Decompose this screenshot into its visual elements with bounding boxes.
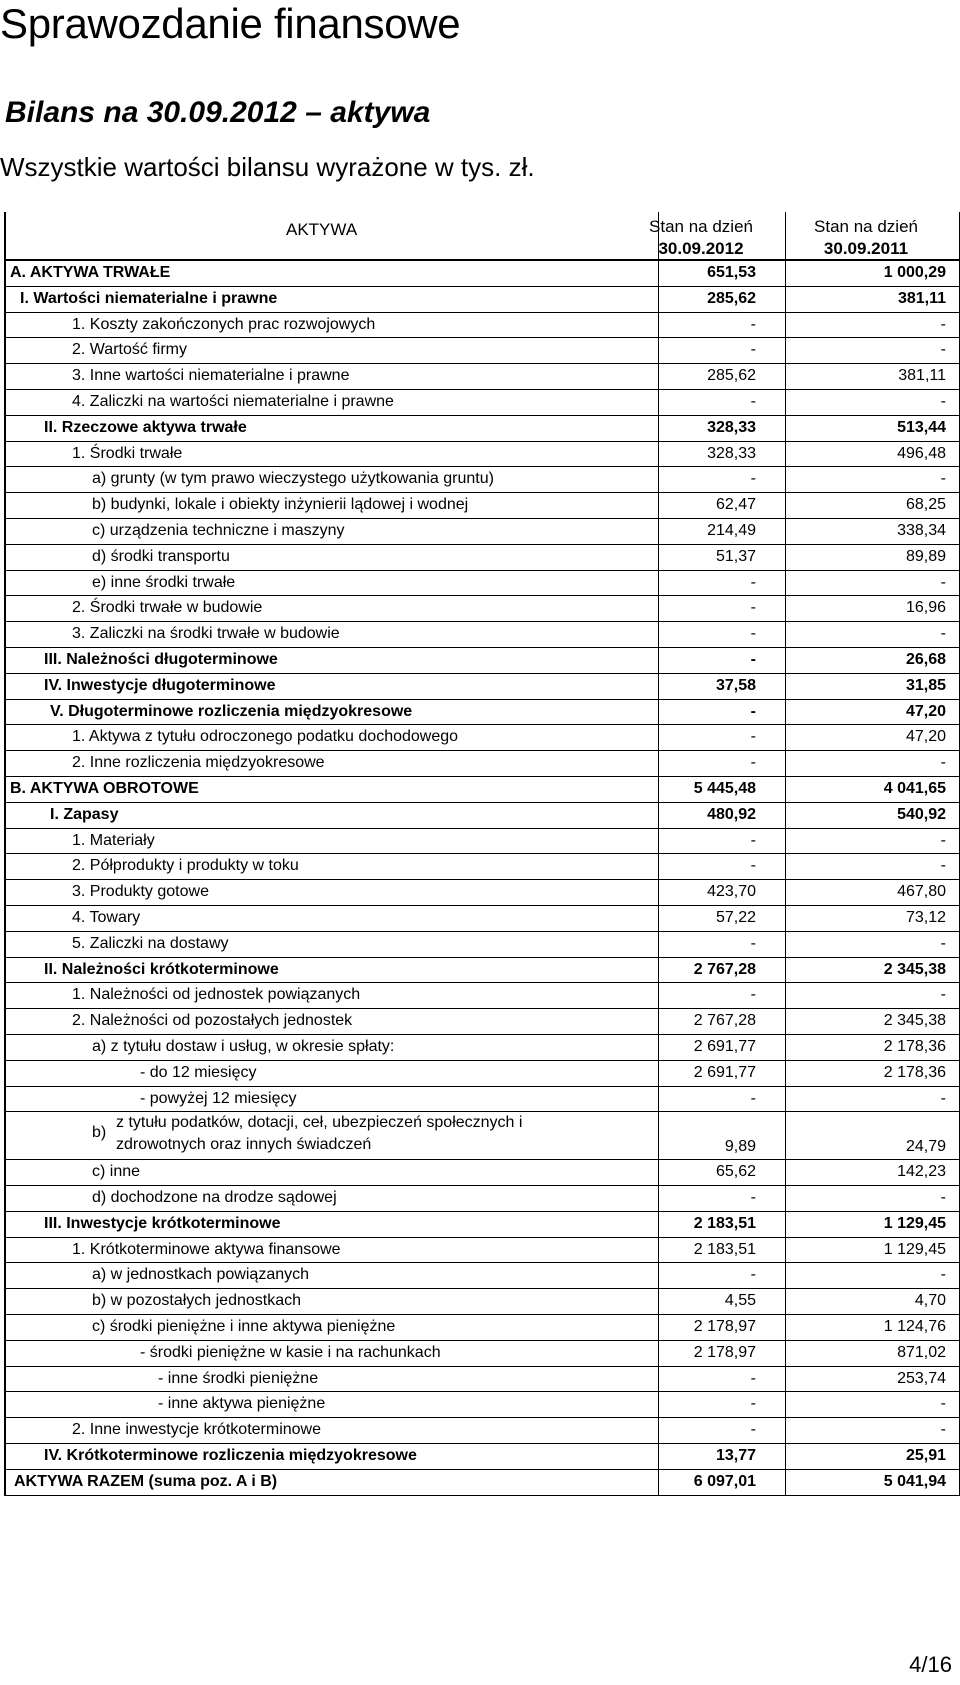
value-2011: - <box>940 470 946 488</box>
table-row <box>6 622 959 648</box>
table-row <box>6 725 959 751</box>
row-label: 2. Inne inwestycje krótkoterminowe <box>72 1421 321 1439</box>
table-row <box>6 1367 959 1393</box>
table-row <box>6 287 959 313</box>
table-row <box>6 1418 959 1444</box>
row-label: - inne środki pieniężne <box>158 1369 319 1387</box>
row-label: c) środki pieniężne i inne aktywa pieniężne <box>92 1318 396 1336</box>
table-row <box>6 416 959 442</box>
row-label: - do 12 miesięcy <box>140 1063 257 1081</box>
table-row <box>6 700 959 726</box>
table-row <box>6 958 959 984</box>
row-label: b) budynki, lokale i obiekty inżynierii lądowej i wodnej <box>92 496 469 514</box>
value-2012: 328,33 <box>707 418 756 436</box>
value-2012: 423,70 <box>707 883 756 901</box>
value-2012: - <box>750 1369 756 1387</box>
value-2012: - <box>750 1189 756 1207</box>
row-label: b) w pozostałych jednostkach <box>92 1292 301 1310</box>
value-2012: 6 097,01 <box>693 1472 756 1490</box>
value-2011: - <box>940 392 946 410</box>
value-2011: 24,79 <box>905 1138 946 1156</box>
row-label: V. Długoterminowe rozliczenia międzyokresowe <box>50 702 413 720</box>
row-label: d) dochodzone na drodze sądowej <box>92 1189 337 1207</box>
value-2011: 16,96 <box>905 599 946 617</box>
value-2012: 651,53 <box>707 264 756 281</box>
value-2012: 285,62 <box>707 289 756 307</box>
value-2011: - <box>940 315 946 333</box>
value-2011: 25,91 <box>905 1447 946 1465</box>
table-row <box>6 906 959 932</box>
table-row <box>6 1087 959 1113</box>
value-2012: 37,58 <box>715 676 756 694</box>
value-2011: 26,68 <box>905 650 946 668</box>
value-2012: 2 767,28 <box>693 1012 756 1030</box>
row-label: 1. Materiały <box>72 831 155 849</box>
value-2011: 496,48 <box>897 444 946 462</box>
value-2012: - <box>750 1266 756 1284</box>
value-2012: 2 691,77 <box>693 1037 756 1055</box>
table-row <box>6 519 959 545</box>
table-row <box>6 983 959 1009</box>
table-row <box>6 1444 959 1470</box>
row-label: 1. Aktywa z tytułu odroczonego podatku dochodowego <box>72 728 459 746</box>
value-2011: - <box>940 986 946 1004</box>
value-2011: 1 000,29 <box>883 264 946 281</box>
value-2012: 9,89 <box>724 1138 756 1156</box>
table-row <box>6 854 959 880</box>
header-col-2011: Stan na dzień 30.09.2011 <box>814 217 918 258</box>
row-label: IV. Inwestycje długoterminowe <box>44 676 276 694</box>
table-header <box>6 212 959 261</box>
value-2011: 381,11 <box>898 367 946 385</box>
value-2012: - <box>750 986 756 1004</box>
value-2012: - <box>750 728 756 746</box>
table-row <box>6 596 959 622</box>
value-2012: 2 183,51 <box>693 1214 756 1232</box>
value-2012: 62,47 <box>715 496 756 514</box>
table-row <box>6 1035 959 1061</box>
value-2011: - <box>940 754 946 772</box>
value-2011: 871,02 <box>897 1343 946 1361</box>
value-2011: 1 129,45 <box>883 1240 946 1258</box>
value-2012: - <box>750 702 756 720</box>
table-row <box>6 648 959 674</box>
row-label: 1. Krótkoterminowe aktywa finansowe <box>72 1240 341 1258</box>
row-label: 4. Towary <box>72 908 141 926</box>
value-2012: 2 691,77 <box>693 1063 756 1081</box>
units-note: Wszystkie wartości bilansu wyrażone w tys. zł. <box>0 152 535 182</box>
value-2012: - <box>750 315 756 333</box>
row-label: 2. Inne rozliczenia międzyokresowe <box>72 754 325 772</box>
row-label-prefix: b) <box>92 1124 107 1142</box>
row-label: II. Rzeczowe aktywa trwałe <box>44 418 247 436</box>
value-2011: 4 041,65 <box>883 779 946 797</box>
table-row <box>6 364 959 390</box>
row-label: a) z tytułu dostaw i usług, w okresie spłaty: <box>92 1037 395 1055</box>
row-label <box>92 1112 522 1156</box>
value-2011: - <box>940 1266 946 1284</box>
table-row <box>6 1009 959 1035</box>
value-2012: 480,92 <box>707 805 756 823</box>
table-row <box>6 1470 959 1496</box>
value-2011: - <box>940 857 946 875</box>
table-row <box>6 390 959 416</box>
value-2011: 4,70 <box>914 1292 946 1310</box>
value-2012: - <box>750 934 756 952</box>
table-row <box>6 932 959 958</box>
value-2012: 214,49 <box>707 521 756 539</box>
table-row <box>6 467 959 493</box>
value-2011: 89,89 <box>905 547 946 565</box>
value-2011: 47,20 <box>905 728 946 746</box>
value-2011: - <box>940 934 946 952</box>
table-row <box>6 338 959 364</box>
value-2012: - <box>750 754 756 772</box>
value-2011: 1 124,76 <box>883 1318 946 1336</box>
value-2011: - <box>940 573 946 591</box>
value-2012: - <box>750 1395 756 1413</box>
value-2011: 142,23 <box>897 1163 946 1181</box>
value-2012: - <box>750 1089 756 1107</box>
value-2012: 2 178,97 <box>693 1318 756 1336</box>
value-2011: 47,20 <box>905 702 946 720</box>
value-2011: 467,80 <box>897 883 946 901</box>
value-2011: - <box>940 1421 946 1439</box>
value-2011: 540,92 <box>897 805 946 823</box>
value-2012: - <box>750 625 756 643</box>
value-2011: 2 345,38 <box>883 960 946 978</box>
value-2012: 2 178,97 <box>693 1343 756 1361</box>
row-label: III. Inwestycje krótkoterminowe <box>44 1214 281 1232</box>
value-2011: 513,44 <box>897 418 946 436</box>
value-2012: 5 445,48 <box>693 779 756 797</box>
row-label: 2. Należności od pozostałych jednostek <box>72 1012 353 1030</box>
value-2012: - <box>750 573 756 591</box>
value-2012: 51,37 <box>715 547 756 565</box>
table-row <box>6 1212 959 1238</box>
value-2012: 65,62 <box>715 1163 756 1181</box>
row-label: 1. Należności od jednostek powiązanych <box>72 986 361 1004</box>
row-label: 3. Produkty gotowe <box>72 883 209 901</box>
value-2011: - <box>940 1089 946 1107</box>
value-2011: - <box>940 831 946 849</box>
table-row <box>6 803 959 829</box>
value-2011: 1 129,45 <box>883 1214 946 1232</box>
row-label: - inne aktywa pieniężne <box>158 1395 326 1413</box>
value-2012: - <box>750 599 756 617</box>
row-label: AKTYWA RAZEM (suma poz. A i B) <box>14 1472 278 1490</box>
header-col-2012: Stan na dzień 30.09.2012 <box>649 217 753 258</box>
value-2012: - <box>750 831 756 849</box>
row-label: - środki pieniężne w kasie i na rachunkach <box>140 1343 441 1361</box>
row-label-line2: zdrowotnych oraz innych świadczeń <box>116 1136 372 1154</box>
row-label: IV. Krótkoterminowe rozliczenia międzyokresowe <box>44 1447 417 1465</box>
value-2012: 57,22 <box>715 908 756 926</box>
table-row <box>6 1186 959 1212</box>
row-label: - powyżej 12 miesięcy <box>140 1089 297 1107</box>
table-row <box>6 880 959 906</box>
row-label: a) grunty (w tym prawo wieczystego użytkowania gruntu) <box>92 470 494 488</box>
row-label: 1. Koszty zakończonych prac rozwojowych <box>72 315 376 333</box>
table-row <box>6 1392 959 1418</box>
table-row <box>6 829 959 855</box>
table-row <box>6 1263 959 1289</box>
page-number: 4/16 <box>909 1652 952 1677</box>
value-2012: 285,62 <box>707 367 756 385</box>
row-label: 4. Zaliczki na wartości niematerialne i prawne <box>72 392 394 410</box>
value-2012: - <box>750 392 756 410</box>
row-label: c) inne <box>92 1163 141 1181</box>
row-label: a) w jednostkach powiązanych <box>92 1266 310 1284</box>
row-label: 5. Zaliczki na dostawy <box>72 934 229 952</box>
row-label: 2. Środki trwałe w budowie <box>72 599 263 617</box>
value-2012: 328,33 <box>707 444 756 462</box>
table-row <box>6 545 959 571</box>
row-label: 3. Zaliczki na środki trwałe w budowie <box>72 625 340 643</box>
value-2011: 31,85 <box>905 676 946 694</box>
value-2011: 253,74 <box>897 1369 946 1387</box>
row-label: 3. Inne wartości niematerialne i prawne <box>72 367 350 385</box>
row-label: 2. Półprodukty i produkty w toku <box>72 857 299 875</box>
row-label: c) urządzenia techniczne i maszyny <box>92 521 345 539</box>
row-label: III. Należności długoterminowe <box>44 650 278 668</box>
value-2011: 2 345,38 <box>883 1012 946 1030</box>
row-label: 2. Wartość firmy <box>72 341 187 359</box>
header-aktywa: AKTYWA <box>286 220 358 239</box>
value-2012: - <box>750 470 756 488</box>
table-row <box>6 674 959 700</box>
table-row <box>6 777 959 803</box>
value-2012: 2 183,51 <box>693 1240 756 1258</box>
value-2011: 2 178,36 <box>883 1037 946 1055</box>
table-row <box>6 261 959 287</box>
value-2011: - <box>940 625 946 643</box>
value-2012: - <box>750 341 756 359</box>
table-row <box>6 751 959 777</box>
row-label: 1. Środki trwałe <box>72 444 183 462</box>
table-row <box>6 1061 959 1087</box>
table-row <box>6 571 959 597</box>
table-body <box>6 261 959 1496</box>
value-2011: 338,34 <box>897 521 946 539</box>
value-2011: - <box>940 1395 946 1413</box>
row-label: I. Wartości niematerialne i prawne <box>20 289 278 307</box>
balance-table <box>4 212 960 1496</box>
table-row <box>6 442 959 468</box>
row-label: A. AKTYWA TRWAŁE <box>10 264 171 281</box>
value-2012: - <box>750 650 756 668</box>
row-label: I. Zapasy <box>50 805 119 823</box>
table-row <box>6 493 959 519</box>
value-2012: - <box>750 857 756 875</box>
value-2012: - <box>750 1421 756 1439</box>
page-title: Sprawozdanie finansowe <box>0 0 461 47</box>
value-2012: 4,55 <box>724 1292 756 1310</box>
table-row <box>6 1315 959 1341</box>
value-2012: 13,77 <box>715 1447 756 1465</box>
row-label: B. AKTYWA OBROTOWE <box>10 779 199 797</box>
value-2011: 5 041,94 <box>883 1472 946 1490</box>
value-2011: 68,25 <box>905 496 946 514</box>
balance-subtitle: Bilans na 30.09.2012 – aktywa <box>5 96 431 129</box>
table-row <box>6 313 959 339</box>
table-row <box>6 1112 959 1160</box>
table-row <box>6 1238 959 1264</box>
row-label: e) inne środki trwałe <box>92 573 236 591</box>
row-label-line1: z tytułu podatków, dotacji, ceł, ubezpieczeń społecznych i <box>116 1114 523 1132</box>
value-2012: 2 767,28 <box>693 960 756 978</box>
table-row <box>6 1160 959 1186</box>
row-label: II. Należności krótkoterminowe <box>44 960 279 978</box>
value-2011: 73,12 <box>905 908 946 926</box>
row-label: d) środki transportu <box>92 547 230 565</box>
value-2011: 381,11 <box>897 289 946 307</box>
value-2011: - <box>940 341 946 359</box>
value-2011: 2 178,36 <box>883 1063 946 1081</box>
table-row <box>6 1289 959 1315</box>
table-row <box>6 1341 959 1367</box>
value-2011: - <box>940 1189 946 1207</box>
